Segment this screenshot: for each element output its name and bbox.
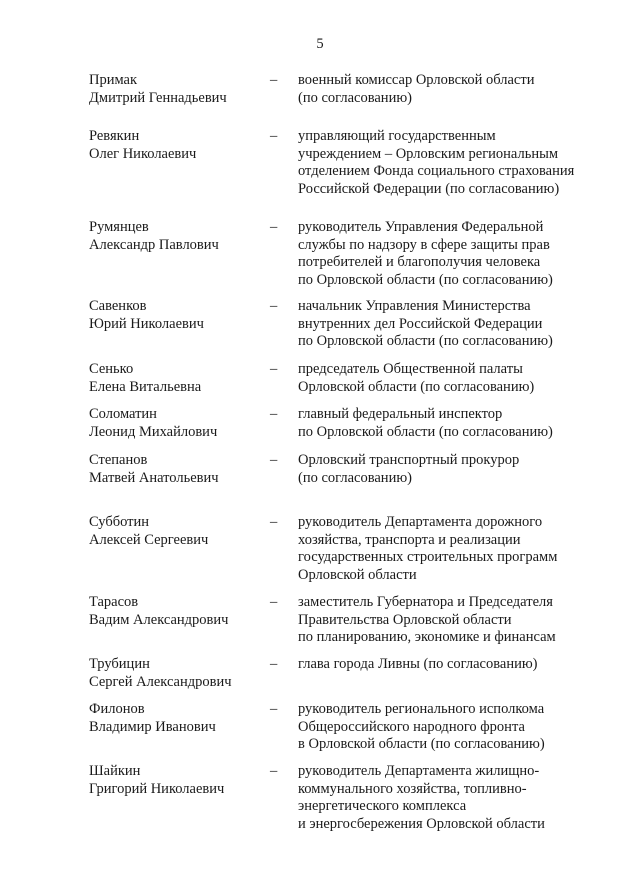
position-line: заместитель Губернатора и Председателя [298, 594, 553, 610]
separator-dash: – [270, 763, 278, 779]
position-line: отделением Фонда социального страхования [298, 163, 575, 179]
member-given-names: Сергей Александрович [89, 673, 232, 690]
position-line: Общероссийского народного фронта [298, 718, 525, 735]
position-line: внутренних дел Российской Федерации [298, 315, 543, 332]
position-line: по Орловской области (по согласованию) [298, 423, 553, 440]
member-given-names: Григорий Николаевич [89, 780, 225, 797]
member-name [89, 763, 264, 798]
member-surname: Примак [89, 72, 138, 88]
separator-dash: – [270, 594, 278, 610]
member-name [89, 514, 264, 549]
position-line: (по согласованию) [298, 89, 412, 106]
separator-dash: – [270, 219, 278, 235]
position-line: хозяйства, транспорта и реализации [298, 531, 521, 548]
member-given-names: Алексей Сергеевич [89, 531, 209, 548]
member-position [298, 514, 618, 584]
separator-dash: – [270, 406, 278, 422]
position-line: учреждением – Орловским региональным [298, 145, 559, 162]
position-line: государственных строительных программ [298, 549, 558, 565]
separator-dash: – [270, 514, 278, 530]
position-line: Правительства Орловской области [298, 611, 512, 628]
position-line: по Орловской области (по согласованию) [298, 271, 553, 288]
member-position [298, 128, 618, 198]
position-line: энергетического комплекса [298, 798, 467, 814]
member-position [298, 594, 618, 647]
member-given-names: Вадим Александрович [89, 611, 229, 628]
position-line: Орловской области [298, 566, 417, 583]
member-position [298, 298, 618, 351]
position-line: начальник Управления Министерства [298, 298, 531, 314]
member-surname: Сенько [89, 361, 134, 377]
position-line: военный комиссар Орловской области [298, 72, 535, 88]
member-surname: Шайкин [89, 763, 141, 779]
separator-dash: – [270, 361, 278, 377]
member-given-names: Александр Павлович [89, 236, 219, 253]
member-name [89, 128, 264, 163]
separator-dash: – [270, 452, 278, 468]
member-name [89, 594, 264, 629]
member-surname: Степанов [89, 452, 148, 468]
position-line: руководитель Управления Федеральной [298, 219, 544, 235]
position-line: управляющий государственным [298, 128, 496, 144]
separator-dash: – [270, 701, 278, 717]
position-line: в Орловской области (по согласованию) [298, 736, 545, 752]
position-line: (по согласованию) [298, 469, 412, 486]
member-position [298, 219, 618, 289]
member-position [298, 406, 618, 441]
member-given-names: Владимир Иванович [89, 718, 216, 735]
member-position [298, 72, 618, 107]
member-name [89, 219, 264, 254]
position-line: и энергосбережения Орловской области [298, 815, 545, 832]
member-name [89, 452, 264, 487]
member-name [89, 72, 264, 107]
separator-dash: – [270, 298, 278, 314]
member-position [298, 452, 618, 487]
member-given-names: Олег Николаевич [89, 145, 197, 162]
position-line: председатель Общественной палаты [298, 361, 523, 377]
separator-dash: – [270, 72, 278, 88]
position-line: потребителей и благополучия человека [298, 254, 541, 270]
position-line: глава города Ливны (по согласованию) [298, 656, 538, 672]
member-given-names: Леонид Михайлович [89, 423, 218, 440]
member-surname: Савенков [89, 298, 147, 314]
position-line: службы по надзору в сфере защиты прав [298, 236, 550, 253]
member-surname: Трубицин [89, 656, 150, 672]
member-name [89, 701, 264, 736]
member-surname: Тарасов [89, 594, 139, 610]
position-line: главный федеральный инспектор [298, 406, 503, 422]
position-line: руководитель Департамента дорожного [298, 514, 543, 530]
member-name [89, 298, 264, 333]
member-given-names: Дмитрий Геннадьевич [89, 89, 227, 106]
member-name [89, 656, 264, 691]
position-line: руководитель Департамента жилищно- [298, 763, 540, 779]
member-given-names: Елена Витальевна [89, 378, 202, 395]
member-position [298, 361, 618, 396]
member-position [298, 763, 618, 833]
position-line: Российской Федерации (по согласованию) [298, 180, 560, 197]
page-number: 5 [316, 36, 324, 52]
member-name [89, 406, 264, 441]
member-surname: Соломатин [89, 406, 157, 422]
member-surname: Субботин [89, 514, 150, 530]
member-surname: Филонов [89, 701, 145, 717]
member-position [298, 701, 618, 754]
separator-dash: – [270, 128, 278, 144]
member-surname: Румянцев [89, 219, 149, 235]
position-line: по планированию, экономике и финансам [298, 629, 556, 645]
member-given-names: Матвей Анатольевич [89, 469, 219, 486]
position-line: по Орловской области (по согласованию) [298, 333, 553, 349]
member-position [298, 656, 618, 674]
separator-dash: – [270, 656, 278, 672]
position-line: Орловской области (по согласованию) [298, 378, 535, 395]
member-surname: Ревякин [89, 128, 140, 144]
position-line: коммунального хозяйства, топливно- [298, 780, 527, 797]
member-given-names: Юрий Николаевич [89, 315, 204, 332]
position-line: руководитель регионального исполкома [298, 701, 545, 717]
position-line: Орловский транспортный прокурор [298, 452, 520, 468]
member-name [89, 361, 264, 396]
